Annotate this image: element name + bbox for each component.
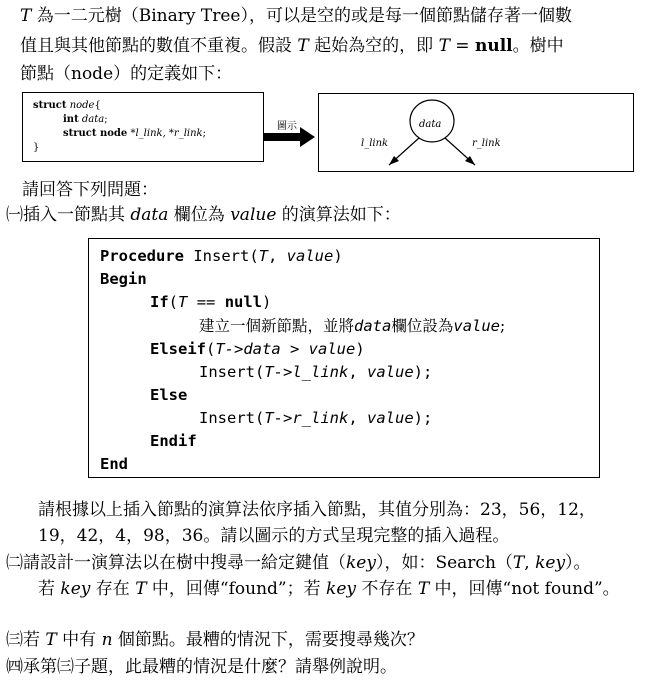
q2-line-2: 若 key 存在 T 中，回傳“found”；若 key 不存在 T 中，回傳“not found”。 [38, 579, 620, 599]
r-link-label: r_link [472, 138, 501, 149]
struct-line-4: } [33, 142, 40, 153]
intro-var-t: T [297, 36, 309, 56]
intro-line-2 [20, 34, 564, 58]
code-line-7: Else [150, 386, 188, 404]
code-line-10: End [100, 455, 128, 473]
q1-prompt: ㈠插入一節點其 data 欄位為 value 的演算法如下： [6, 205, 401, 225]
code-line-2: Begin [100, 270, 147, 288]
q1-task-line-2: 19，42，4，98，36。請以圖示的方式呈現完整的插入過程。 [38, 526, 510, 546]
intro-null: null [474, 36, 513, 56]
code-line-4: 建立一個新節點，並將data欄位設為value; [199, 317, 506, 335]
intro-text: 起始為空的，即 [308, 36, 439, 56]
right-arrow-icon [264, 126, 316, 148]
struct-line-1: struct node{ [33, 100, 101, 111]
q3-prompt: ㈢若 T 中有 n 個節點。最糟的情況下，需要搜尋幾次？ [6, 630, 424, 650]
code-line-8: Insert(T->r_link, value); [199, 409, 433, 427]
node-diagram [319, 94, 635, 173]
q1-task-line-1: 請根據以上插入節點的演算法依序插入節點，其值分別為：23，56，12， [38, 500, 596, 520]
intro-var-t: T [20, 6, 32, 26]
intro-line-3: 節點（node）的定義如下： [20, 64, 233, 84]
code-line-3: If(T == null) [150, 293, 272, 311]
algorithm-code-block [88, 238, 600, 478]
intro-text: 值且與其他節點的數值不重複。假設 [20, 36, 298, 56]
node-figure-box [318, 93, 634, 172]
l-link-label: l_link [361, 138, 389, 149]
struct-definition-box [22, 92, 264, 162]
code-line-9: Endif [150, 432, 197, 450]
q2-line-1: ㈡請設計一演算法以在樹中搜尋一給定鍵值（key），如：Search（T, key）。 [6, 553, 591, 573]
struct-line-2: int data; [63, 114, 108, 125]
arrow-label: 圖示 [277, 121, 297, 132]
q4-prompt: ㈣承第㈢子題，此最糟的情況是什麼？請舉例說明。 [6, 657, 397, 677]
questions-header: 請回答下列問題： [22, 180, 158, 200]
code-line-1: Procedure Insert(T, value) [100, 247, 343, 265]
struct-line-3: struct node *l_link, *r_link; [63, 128, 206, 139]
code-line-5: Elseif(T->data > value) [150, 340, 365, 358]
code-line-6: Insert(T->l_link, value); [199, 363, 433, 381]
node-data-label: data [419, 119, 442, 130]
intro-line-1 [20, 4, 572, 28]
intro-text: 。樹中 [512, 36, 564, 56]
intro-text: = [449, 36, 475, 56]
intro-var-t: T [438, 36, 450, 56]
intro-text: 為一二元樹（Binary Tree），可以是空的或是每一個節點儲存著一個數 [31, 6, 572, 26]
